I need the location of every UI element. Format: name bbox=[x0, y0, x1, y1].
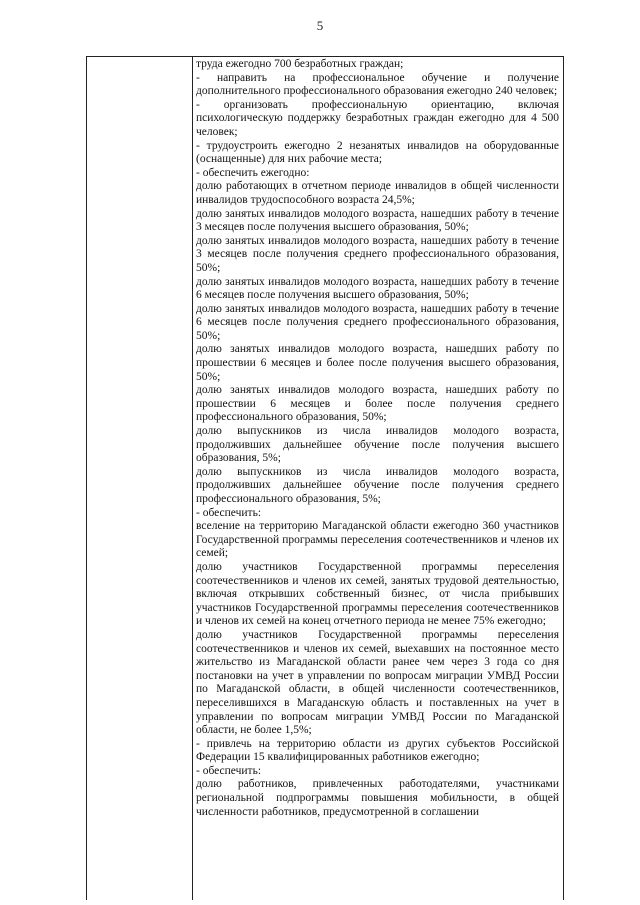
paragraph: - привлечь на территорию области из других субъектов Российской Федерации 15 квалифицированных работников ежегодно; bbox=[196, 737, 559, 764]
paragraph: долю участников Государственной программы переселения соотечественников и членов их семей, занятых трудовой деятельностью, включая открывших собственный бизнес, от числа прибывших участников Государственной программы переселения соотечественников и членов их семей на конец отчетного периода не менее 75% ежегодно; bbox=[196, 560, 559, 628]
paragraph: долю занятых инвалидов молодого возраста, нашедших работу в течение 3 месяцев после получения среднего профессионального образования, 50%; bbox=[196, 234, 559, 274]
paragraph: - обеспечить: bbox=[196, 506, 262, 519]
paragraph: долю занятых инвалидов молодого возраста, нашедших работу по прошествии 6 месяцев и более после получения среднего профессионального образования, 50%; bbox=[196, 384, 559, 424]
paragraph: долю работников, привлеченных работодателями, участниками региональной подпрограммы повышения мобильности, в общей численности работников, предусмотренной в соглашении bbox=[196, 778, 559, 818]
paragraph: вселение на территорию Магаданской области ежегодно 360 участников Государственной программы переселения соотечественников и членов их семей; bbox=[196, 520, 559, 560]
paragraph: - обеспечить ежегодно: bbox=[196, 166, 310, 179]
paragraph: долю участников Государственной программы переселения соотечественников и членов их семей, выехавших на постоянное место жительство из Магаданской области ранее чем через 3 года со дня постановки на учет в управлении по вопросам миграции УМВД России по Магаданской области, в общей численности соотечественников, переселившихся в Магаданскую область и поставленных на учет в управлении по вопросам миграции УМВД России по Магаданской области, не более 1,5%; bbox=[196, 628, 559, 737]
paragraph: - организовать профессиональную ориентацию, включая психологическую поддержку безработных граждан ежегодно для 4 500 человек; bbox=[196, 98, 559, 138]
paragraph: долю занятых инвалидов молодого возраста, нашедших работу по прошествии 6 месяцев и более после получения высшего образования, 50%; bbox=[196, 343, 559, 383]
document-table bbox=[86, 56, 564, 900]
paragraph: долю работающих в отчетном периоде инвалидов в общей численности инвалидов трудоспособного возраста 24,5%; bbox=[196, 180, 559, 206]
paragraph: - направить на профессиональное обучение и получение дополнительного профессионального образования ежегодно 240 человек; bbox=[196, 71, 559, 98]
table-content-cell bbox=[196, 58, 559, 819]
paragraph: труда ежегодно 700 безработных граждан; bbox=[196, 58, 404, 70]
paragraph: долю занятых инвалидов молодого возраста, нашедших работу в течение 6 месяцев после получения высшего образования, 50%; bbox=[196, 275, 559, 302]
paragraph: долю занятых инвалидов молодого возраста, нашедших работу в течение 3 месяцев после получения высшего образования, 50%; bbox=[196, 207, 559, 234]
paragraph: - обеспечить: bbox=[196, 764, 262, 777]
paragraph: долю занятых инвалидов молодого возраста, нашедших работу в течение 6 месяцев после получения среднего профессионального образования, 50%; bbox=[196, 302, 559, 342]
paragraph: долю выпускников из числа инвалидов молодого возраста, продолживших дальнейшее обучение после получения среднего профессионального образования, 5%; bbox=[196, 465, 559, 505]
paragraph: долю выпускников из числа инвалидов молодого возраста, продолживших дальнейшее обучение после получения высшего образования, 5%; bbox=[196, 425, 559, 465]
page-number: 5 bbox=[316, 18, 324, 33]
column-divider bbox=[192, 57, 193, 900]
paragraph: - трудоустроить ежегодно 2 незанятых инвалидов на оборудованные (оснащенные) для них рабочие места; bbox=[196, 139, 559, 166]
